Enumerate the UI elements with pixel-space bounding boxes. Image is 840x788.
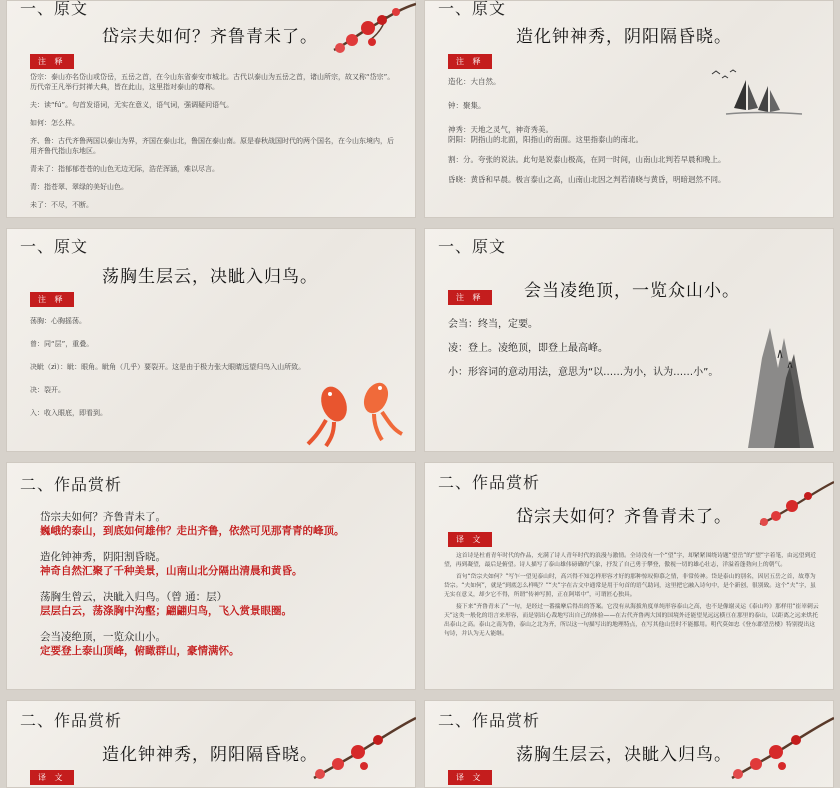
note-item: 凌：登上。凌绝顶，即登上最高峰。 [448,343,608,354]
note-item: 会当：终当，定要。 [448,319,538,330]
section-heading: 一、原文 [438,0,507,18]
note-item: 如何：怎么样。 [30,119,79,127]
verse-meaning: 神奇自然汇聚了千种美景，山南山北分隔出清晨和黄昏。 [40,565,303,577]
ink-mountain-icon [728,298,824,448]
section-heading: 二、作品赏析 [20,711,123,730]
note-item: 决：裂开。 [30,386,65,394]
translation-paragraph: 接下来“齐鲁青未了”一句，是经过一番揣摩后得出的答案。它没有从海拔角度单纯形容泰山之高，也不是像谢灵运《泰山吟》那样用“崔崒刺云天”这类一般化的语言来形容，而是别出心裁地写出自己的体验——在古代齐鲁两大国的国境外还能望见远远横亘在那里的泰山，以距离之远来烘托出泰山之高。泰山之南为鲁，泰山之北为齐，所以这一句描写出的地理特点，在写其他山岳时不能挪用。明代莫如忠《登东郡望岳楼》特别提出这句诗，并认为无人能继。 [444,604,819,637]
section-heading: 二、作品赏析 [20,475,123,494]
plum-blossom-branch-icon [724,708,834,788]
notes-block-wide [448,134,814,193]
section-heading: 二、作品赏析 [438,473,541,492]
analysis-item [40,510,396,538]
slide-7[interactable] [6,700,416,788]
verse-meaning: 定要登上泰山顶峰，俯瞰群山，豪情满怀。 [40,645,240,657]
translation-paragraph: 首句“岱宗夫如何？”写乍一望见泰山时，高兴得不知怎样形容才好的那种惊叹仰慕之情，非常传神。岱是泰山的别名，因居五岳之首，故尊为岱宗。“夫如何”，就是“到底怎么样呢？”“夫”字在古文中通常是用于句首的语气助词，这里把它融入诗句中，是个新创，很别致。这个“夫”字，虽无实在意义，却少它不得，所谓“传神写照，正在阿堵中”，可谓匠心独具。 [444,574,816,598]
annotation-tag: 注 释 [448,54,492,69]
translation-tag: 译 文 [448,770,492,785]
translation-block [444,552,820,642]
slide-3[interactable] [6,228,416,452]
note-item: 未了：不尽，不断。 [30,201,93,209]
notes-block [448,318,734,390]
note-item: 齐、鲁：古代齐鲁两国以泰山为界，齐国在泰山北，鲁国在泰山南。原是春秋战国时代的两个国名，在今山东境内，后用齐鲁代指山东地区。 [30,137,394,155]
slide-title: 荡胸生层云，决眦入归鸟。 [516,745,732,765]
note-item: 入：收入眼底，即看到。 [30,409,107,417]
analysis-list [40,510,396,670]
slide-2[interactable] [424,0,834,218]
note-item: 割：分。夸张的说法。此句是说泰山极高，在同一时间，山南山北判若早晨和晚上。 [448,155,726,164]
slide-title: 岱宗夫如何？齐鲁青未了。 [516,507,732,527]
translation-tag: 译 文 [448,532,492,547]
annotation-tag: 注 释 [30,54,74,69]
annotation-tag: 注 释 [448,290,492,305]
note-item: 小：形容词的意动用法，意思为“以……为小，认为……小”。 [448,367,719,378]
plum-blossom-branch-icon [326,0,416,60]
slide-1[interactable] [6,0,416,218]
analysis-item [40,590,396,618]
slide-title: 荡胸生层云，决眦入归鸟。 [102,267,318,287]
note-item: 神秀：天地之灵气，神奇秀美。 [448,125,553,134]
verse-meaning: 层层白云，荡涤胸中沟壑；翩翩归鸟，飞入赏景眼圈。 [40,605,292,617]
koi-fish-pair-icon [304,364,414,448]
note-item: 青未了：指郁郁苍苍的山色无边无际，浩茫浑涵，难以尽言。 [30,165,219,173]
slide-5[interactable] [6,462,416,690]
section-heading: 一、原文 [20,0,89,18]
note-item: 曾：同“层”，重叠。 [30,340,94,348]
slide-8[interactable] [424,700,834,788]
slide-title: 会当凌绝顶，一览众山小。 [524,281,740,301]
slide-title: 造化钟神秀，阴阳隔昏晓。 [516,27,732,47]
note-item: 阴阳：阴指山的北面，阳指山的南面。这里指泰山的南北。 [448,135,643,144]
verse-line: 造化钟神秀，阴阳割昏晓。 [40,551,166,563]
translation-tag: 译 文 [30,770,74,785]
section-heading: 一、原文 [438,237,507,256]
slide-title: 岱宗夫如何？齐鲁青未了。 [102,27,318,47]
translation-paragraph: 这首诗是杜甫青年时代的作品，充满了诗人青年时代的浪漫与激情。全诗没有一个“望”字，却紧紧围绕诗题“望岳”的“望”字着笔，由远望到近望，再到凝望，最后是俯望。诗人描写了泰山雄伟磅礴的气象，抒发了自己勇于攀登，傲视一切的雄心壮志，洋溢着蓬勃向上的朝气。 [444,553,817,568]
slide-4[interactable] [424,228,834,452]
plum-blossom-branch-icon [754,476,834,532]
annotation-tag: 注 释 [30,292,74,307]
verse-meaning: 巍峨的泰山，到底如何雄伟？走出齐鲁，依然可见那青青的峰顶。 [40,525,345,537]
verse-line: 岱宗夫如何？齐鲁青未了。 [40,511,166,523]
analysis-item [40,630,396,658]
slide-6[interactable] [424,462,834,690]
plum-blossom-branch-icon [306,708,416,788]
note-item: 荡胸：心胸摇荡。 [30,317,86,325]
section-heading: 一、原文 [20,237,89,256]
notes-block [30,72,396,218]
note-item: 决眦（zì）：眦：眼角。眦角（几乎）要裂开。这是由于极力张大眼睛远望归鸟入山所致。 [30,363,306,371]
note-item: 岱宗：泰山亦名岱山或岱岳，五岳之首，在今山东省泰安市城北。古代以泰山为五岳之首，诸山所宗，故又称“岱宗”。历代帝王凡举行封禅大典，皆在此山，这里指对泰山的尊称。 [30,73,395,91]
sailboats-ink-icon [706,66,806,122]
note-item: 夫：读“fú”。句首发语词，无实在意义，语气词，强调疑问语气。 [30,101,234,109]
verse-line: 会当凌绝顶，一览众山小。 [40,631,166,643]
verse-line: 荡胸生曾云，决眦入归鸟。（曾 通：层） [40,591,228,603]
slide-title: 造化钟神秀，阴阳隔昏晓。 [102,745,318,765]
section-heading: 二、作品赏析 [438,711,541,730]
note-item: 钟：聚集。 [448,101,486,110]
analysis-item [40,550,396,578]
note-item: 造化：大自然。 [448,77,501,86]
note-item: 昏晓：黄昏和早晨。极言泰山之高，山南山北因之判若清晓与黄昏，明暗迥然不同。 [448,175,726,184]
note-item: 青：指苍翠、翠绿的美好山色。 [30,183,128,191]
